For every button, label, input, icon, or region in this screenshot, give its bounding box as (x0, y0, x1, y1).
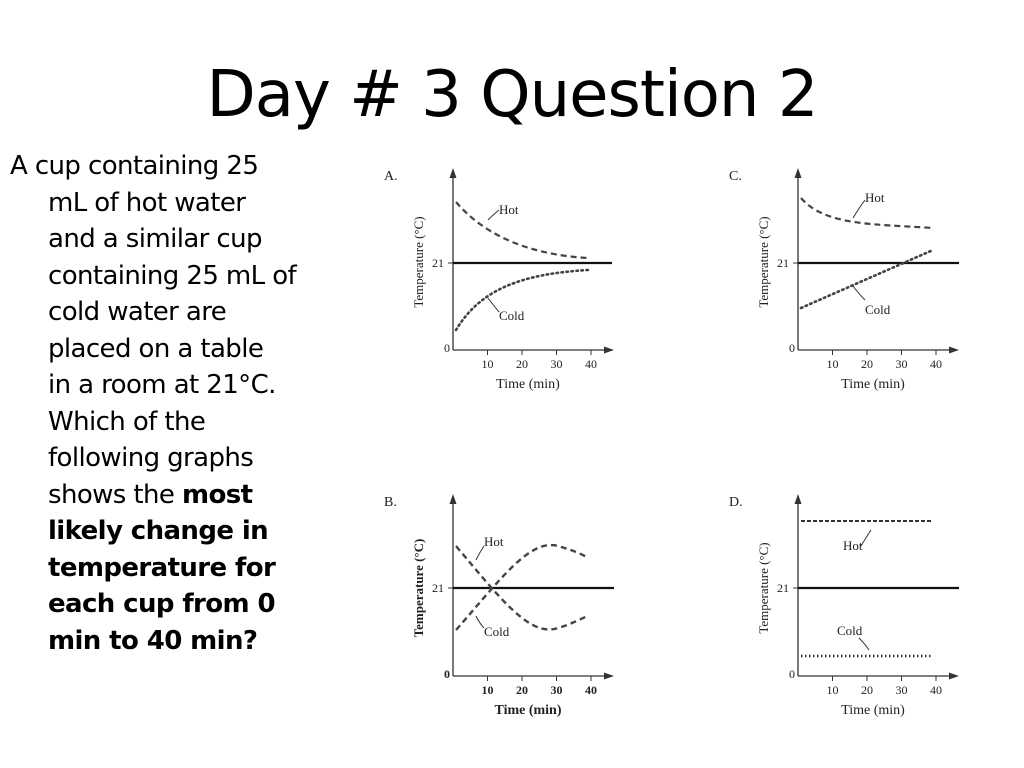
graph-letter: A. (384, 169, 398, 184)
x-tick-label: 20 (516, 683, 528, 697)
question-line (10, 477, 372, 514)
x-axis-arrow (604, 347, 614, 354)
x-tick-label: 10 (826, 357, 839, 371)
x-tick-label: 0 (789, 667, 795, 681)
y-tick-label: 21 (777, 581, 789, 595)
x-ticks (789, 667, 942, 697)
question-line-start: shows the (48, 479, 182, 510)
x-tick-label: 40 (930, 683, 942, 697)
x-tick-label: 0 (789, 341, 795, 355)
y-axis-label: Temperature (°C) (756, 542, 771, 634)
x-tick-label: 40 (585, 357, 597, 371)
question-line: temperature for (48, 552, 276, 583)
question-line: likely change in (48, 516, 269, 546)
y-axis-label: Temperature (°C) (411, 538, 426, 638)
x-tick-label: 10 (481, 357, 494, 371)
hot-label: Hot (484, 534, 504, 549)
y-axis-label: Temperature (°C) (411, 216, 426, 308)
cold-label: Cold (865, 302, 891, 317)
y-tick-label: 21 (432, 256, 444, 270)
graph-letter: B. (384, 495, 397, 510)
x-tick-label: 30 (550, 683, 563, 697)
x-tick-label: 20 (861, 683, 873, 697)
question-line: mL of hot water (48, 187, 246, 218)
question-line: containing 25 mL of (48, 260, 297, 291)
x-tick-label: 30 (895, 357, 908, 371)
cold-pointer (488, 298, 499, 312)
graph-letter: D. (729, 495, 743, 510)
cold-pointer (859, 638, 869, 650)
hot-curve (456, 202, 588, 258)
x-tick-label: 30 (550, 357, 563, 371)
x-axis-label: Time (min) (841, 377, 905, 392)
x-tick-label: 40 (930, 357, 942, 371)
y-axis-label: Temperature (°C) (756, 216, 771, 308)
y-tick-label: 21 (777, 256, 789, 270)
x-tick-label: 40 (585, 683, 597, 697)
question-line: following graphs (48, 443, 254, 473)
x-tick-label: 10 (826, 683, 839, 697)
graph-option-c (725, 162, 975, 402)
question-line: each cup from 0 (48, 589, 275, 619)
x-tick-label: 20 (516, 357, 528, 371)
x-axis-label: Time (min) (841, 703, 905, 718)
hot-label: Hot (865, 190, 885, 205)
cold-curve (801, 250, 933, 308)
x-axis-label: Time (min) (496, 377, 560, 392)
x-tick-label: 20 (861, 357, 873, 371)
question-line: Which of the (48, 406, 206, 437)
graph-option-a (380, 162, 630, 402)
cold-label: Cold (484, 624, 510, 639)
y-axis-arrow (450, 494, 457, 504)
question-line-bold-end: most (181, 479, 253, 510)
x-tick-label: 0 (444, 341, 450, 355)
y-axis-arrow (450, 168, 457, 178)
question-line: and a similar cup (48, 224, 262, 254)
question-line: min to 40 min? (48, 625, 258, 656)
x-ticks (789, 341, 942, 371)
slide-title: Day # 3 Question 2 (206, 58, 818, 132)
hot-label: Hot (499, 202, 519, 217)
graph-option-d (725, 488, 975, 728)
y-tick-label: 21 (432, 581, 444, 595)
question-text (10, 148, 372, 659)
x-ticks (444, 341, 597, 371)
graph-letter: C. (729, 169, 742, 184)
x-axis-label: Time (min) (494, 703, 562, 718)
question-line: A cup containing 25 (10, 151, 259, 181)
cold-label: Cold (499, 308, 525, 323)
question-line: cold water are (48, 297, 227, 327)
x-axis-arrow (949, 347, 959, 354)
cold-pointer (853, 286, 865, 300)
hot-pointer (853, 200, 865, 218)
x-ticks (444, 667, 597, 697)
cold-pointer (476, 616, 484, 628)
y-axis-arrow (795, 494, 802, 504)
hot-pointer (488, 210, 499, 220)
x-axis-arrow (604, 673, 614, 680)
cold-label: Cold (837, 623, 863, 638)
x-tick-label: 10 (481, 683, 494, 697)
hot-label: Hot (843, 538, 863, 553)
question-line: placed on a table (48, 333, 264, 364)
x-axis-arrow (949, 673, 959, 680)
x-tick-label: 0 (444, 667, 450, 681)
graph-option-b (380, 488, 630, 728)
hot-pointer (861, 530, 871, 546)
x-tick-label: 30 (895, 683, 908, 697)
question-line: in a room at 21°C. (48, 370, 276, 400)
y-axis-arrow (795, 168, 802, 178)
hot-pointer (476, 546, 484, 560)
